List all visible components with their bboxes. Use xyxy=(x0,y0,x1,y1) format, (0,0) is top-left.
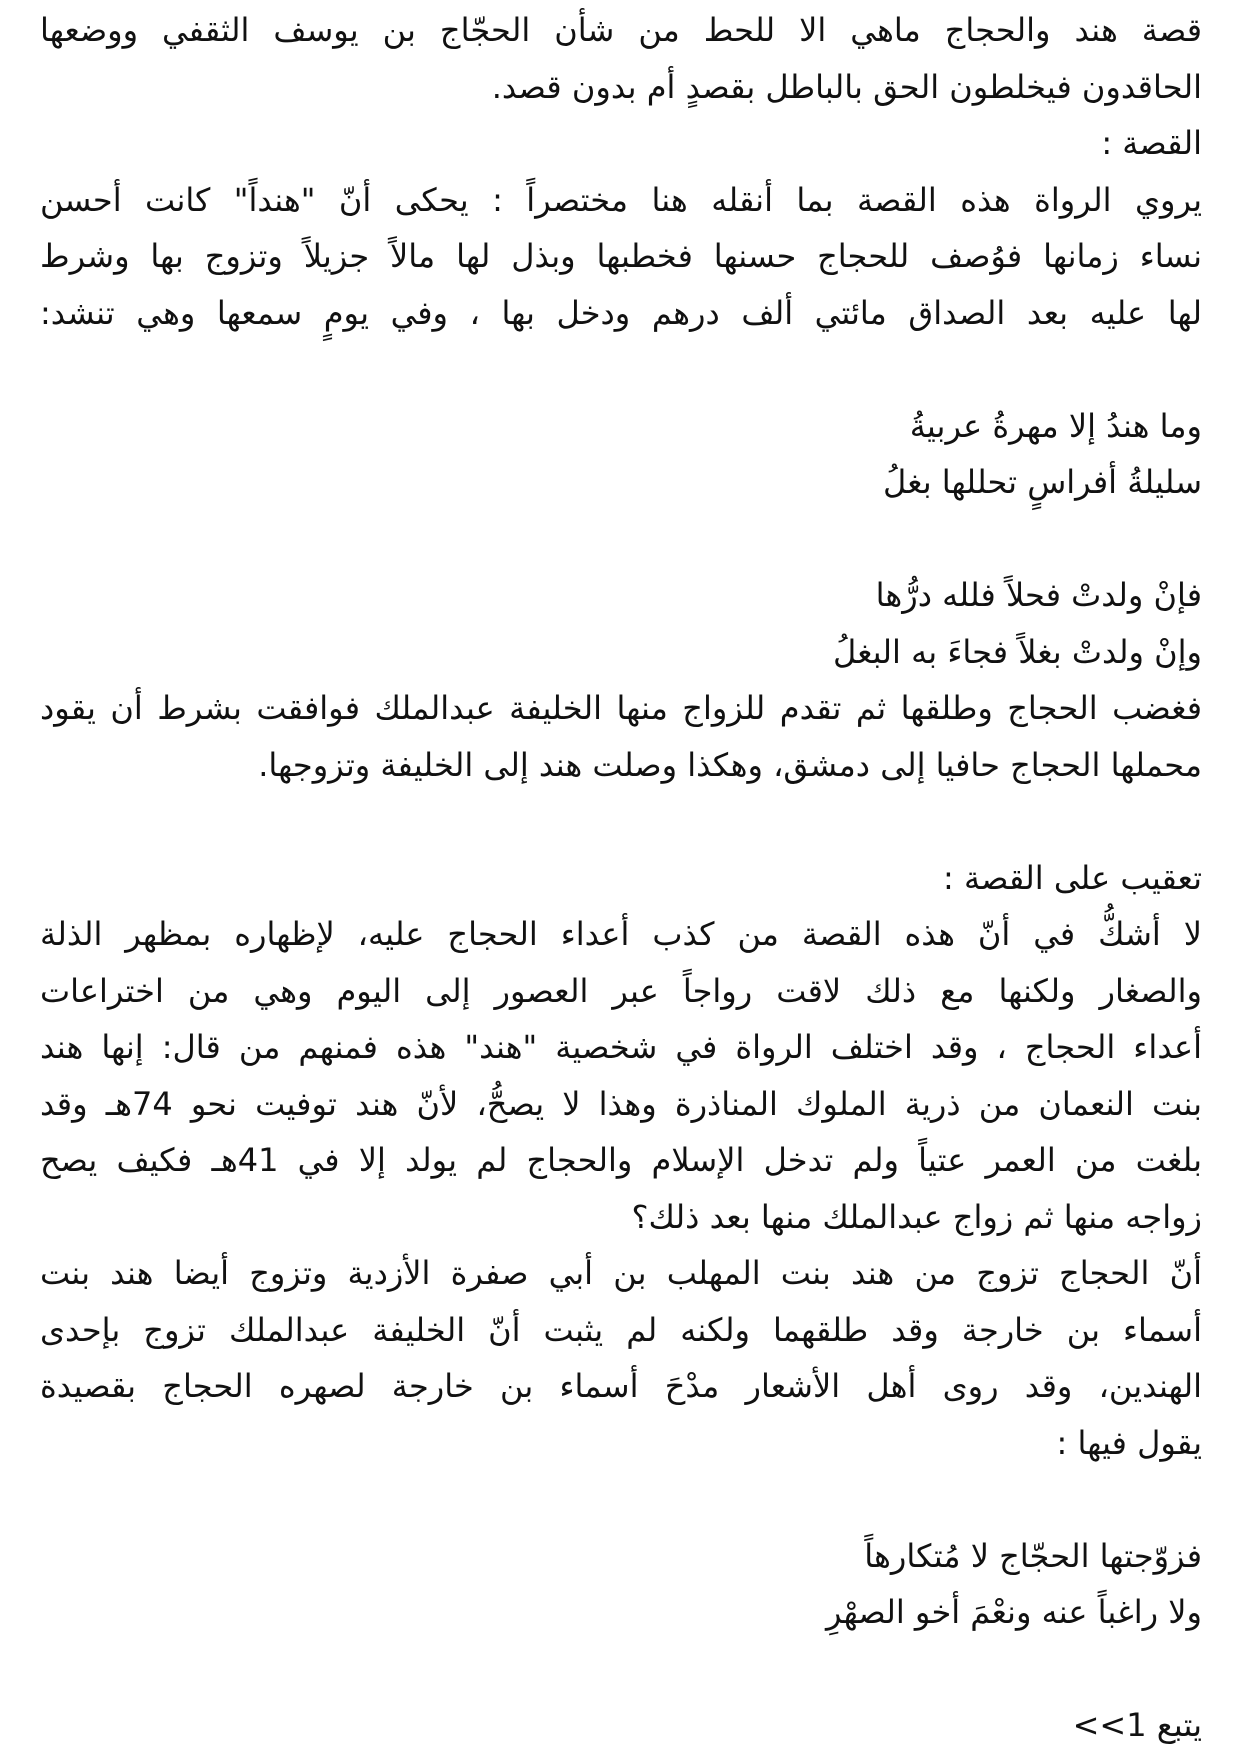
spacer xyxy=(40,511,1202,568)
comment-line: أعداء الحجاج ، وقد اختلف الرواة في شخصية "هند" هذه فمنهم من قال: إنها هند xyxy=(40,1028,1202,1066)
spacer xyxy=(40,1641,1202,1698)
comment2-line: أنّ الحجاج تزوج من هند بنت المهلب بن أبي صفرة الأزدية وتزوج أيضا هند بنت xyxy=(40,1254,1202,1292)
verse-line: فإنْ ولدتْ فحلاً فلله درُّها xyxy=(875,576,1202,614)
story-line: لها عليه بعد الصداق مائتي ألف درهم ودخل بها ، وفي يومٍ سمعها وهي تنشد: xyxy=(40,293,1202,332)
intro-line: الحاقدون فيخلطون الحق بالباطل بقصدٍ أم بدون قصد. xyxy=(491,67,1202,106)
verse-line: ولا راغباً عنه ونعْمَ أخو الصهْرِ xyxy=(825,1593,1202,1631)
comment-line: لا أشكُّ في أنّ هذه القصة من كذب أعداء الحجاج عليه، لإظهاره بمظهر الذلة xyxy=(40,915,1202,953)
verse-line: سليلةُ أفراسٍ تحللها بغلُ xyxy=(883,463,1202,501)
verse-line: وإنْ ولدتْ بغلاً فجاءَ به البغلُ xyxy=(832,632,1202,671)
comment-heading: تعقيب على القصة : xyxy=(943,858,1202,897)
verse-line: وما هندُ إلا مهرةُ عربيةُ xyxy=(909,406,1202,445)
comment-line: زواجه منها ثم زواج عبدالملك منها بعد ذلك؟ xyxy=(631,1197,1202,1236)
intro-line: قصة هند والحجاج ماهي الا للحط من شأن الحجّاج بن يوسف الثقفي ووضعها xyxy=(40,11,1202,49)
story-line: يروي الرواة هذه القصة بما أنقله هنا مختصراً : يحكى أنّ "هنداً" كانت أحسن xyxy=(40,180,1202,219)
comment-line: بنت النعمان من ذرية الملوك المناذرة وهذا لا يصحُّ، لأنّ هند توفيت نحو 74هـ وقد xyxy=(40,1084,1203,1123)
spacer xyxy=(40,793,1202,850)
story-end-line: فغضب الحجاج وطلقها ثم تقدم للزواج منها الخليفة عبدالملك فوافقت بشرط أن يقود xyxy=(40,689,1202,727)
comment-line: والصغار ولكنها مع ذلك لاقت رواجاً عبر العصور إلى اليوم وهي من اختراعات xyxy=(40,971,1202,1010)
spacer xyxy=(40,1471,1202,1528)
comment2-line: أسماء بن خارجة وقد طلقهما ولكنه لم يثبت أنّ الخليفة عبدالملك تزوج بإحدى xyxy=(40,1310,1202,1349)
comment2-line: الهندين، وقد روى أهل الأشعار مدْحَ أسماء بن خارجة لصهره الحجاج بقصيدة xyxy=(40,1367,1202,1405)
comment-line: بلغت من العمر عتياً ولم تدخل الإسلام والحجاج لم يولد إلا في 41هـ فكيف يصح xyxy=(40,1141,1203,1179)
continuation-note: يتبع 1>> xyxy=(1072,1706,1202,1744)
story-heading: القصة : xyxy=(1101,124,1202,162)
spacer xyxy=(40,341,1202,398)
story-end-line: محملها الحجاج حافيا إلى دمشق، وهكذا وصلت هند إلى الخليفة وتزوجها. xyxy=(258,745,1202,784)
story-line: نساء زمانها فوُصف للحجاج حسنها فخطبها وبذل لها مالاً جزيلاً وتزوج بها وشرط xyxy=(40,237,1202,275)
comment2-line: يقول فيها : xyxy=(1056,1423,1202,1462)
verse-line: فزوّجتها الحجّاج لا مُتكارهاً xyxy=(864,1536,1202,1575)
